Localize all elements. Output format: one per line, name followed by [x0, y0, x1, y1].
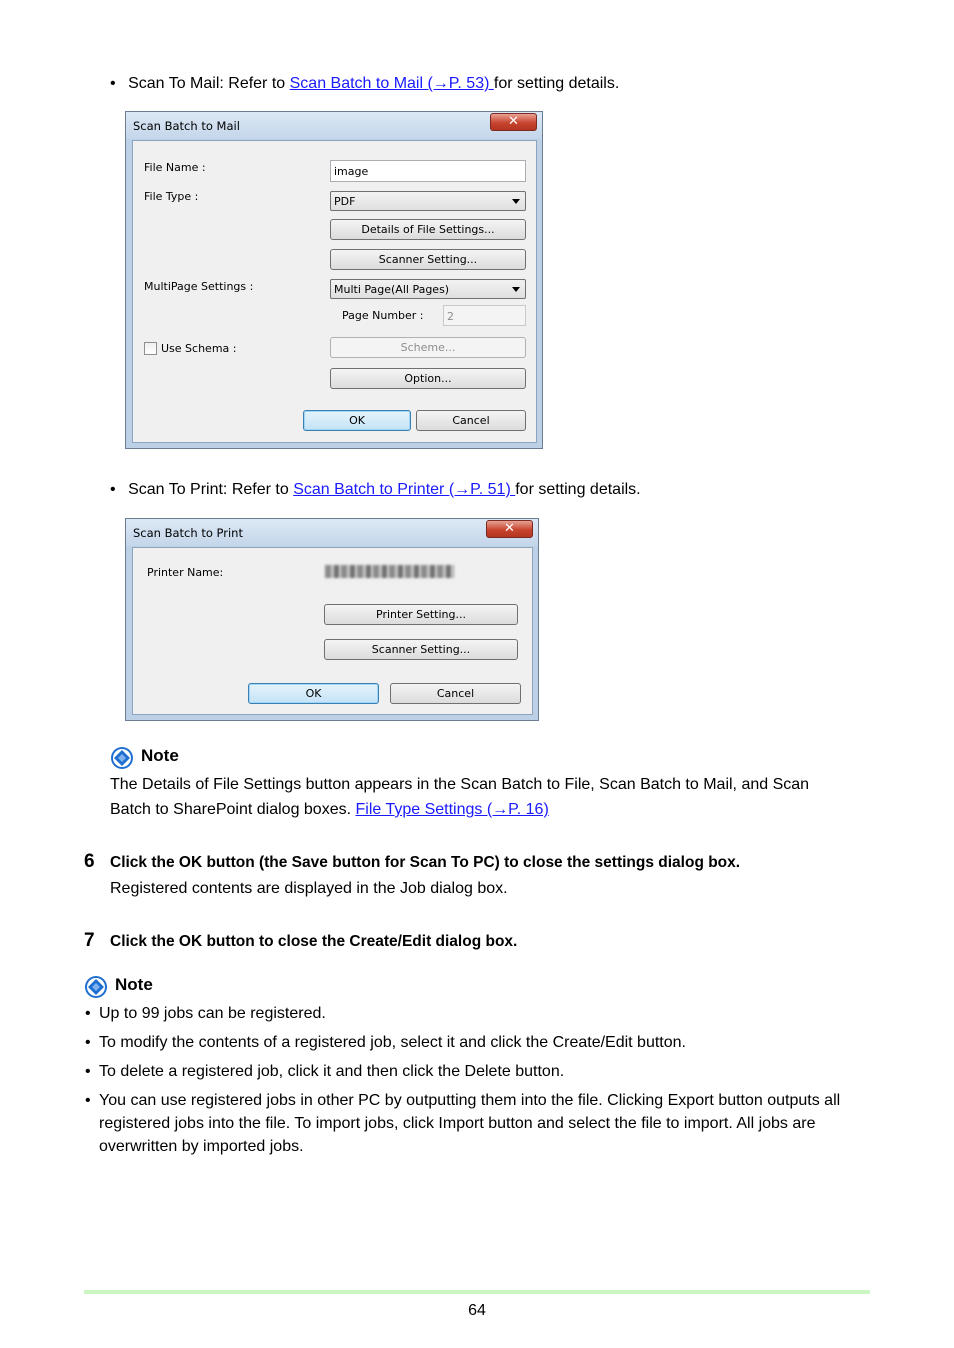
- chevron-down-icon: [512, 287, 520, 292]
- ok-button[interactable]: OK: [248, 683, 379, 704]
- page-number-label: Page Number :: [342, 309, 424, 322]
- mail-intro: [110, 75, 619, 93]
- note-text: [110, 772, 910, 822]
- use-schema-label: Use Schema :: [161, 342, 237, 355]
- step-title: Click the OK button (the Save button for Scan To PC) to close the settings dialog box.: [110, 854, 741, 871]
- file-type-select[interactable]: [330, 191, 526, 211]
- multipage-value: Multi Page(All Pages): [334, 283, 450, 296]
- list-item: • Up to 99 jobs can be registered.: [85, 1005, 326, 1022]
- file-type-label: File Type :: [144, 190, 199, 203]
- page-number: 64: [468, 1302, 486, 1319]
- ok-button[interactable]: OK: [303, 410, 411, 431]
- chevron-down-icon: [512, 199, 520, 204]
- scanner-setting-button[interactable]: Scanner Setting...: [330, 249, 526, 270]
- scan-batch-to-printer-link[interactable]: Scan Batch to Printer (→P. 51): [293, 481, 516, 498]
- step-body: Registered contents are displayed in the Job dialog box.: [110, 880, 508, 897]
- dialog-client-area: [132, 547, 533, 715]
- multipage-settings-select[interactable]: [330, 279, 526, 299]
- bullet: •: [110, 75, 116, 92]
- cancel-button[interactable]: Cancel: [390, 683, 521, 704]
- note-heading: Note: [115, 975, 153, 994]
- multipage-settings-label: MultiPage Settings :: [144, 280, 254, 293]
- option-button[interactable]: Option...: [330, 368, 526, 389]
- file-name-label: File Name :: [144, 161, 206, 174]
- cancel-button[interactable]: Cancel: [416, 410, 526, 431]
- note-icon: [84, 975, 108, 999]
- file-type-settings-link[interactable]: File Type Settings (→P. 16): [355, 801, 549, 818]
- list-item-text: To delete a registered job, click it and then click the Delete button.: [99, 1063, 565, 1080]
- mail-intro-text: Scan To Mail: Refer to: [128, 75, 290, 92]
- print-intro-text: Scan To Print: Refer to: [128, 481, 294, 498]
- scan-batch-to-print-dialog: [125, 518, 539, 721]
- printer-name-value-blurred: [325, 565, 454, 578]
- list-item: • To delete a registered job, click it and then click the Delete button.: [85, 1063, 565, 1080]
- scanner-setting-button[interactable]: Scanner Setting...: [324, 639, 518, 660]
- note-text-line-2: Batch to SharePoint dialog boxes.: [110, 801, 356, 818]
- dialog-client-area: [132, 140, 537, 443]
- page-number-input[interactable]: 2: [443, 305, 526, 326]
- bullet: •: [110, 481, 116, 498]
- use-schema-checkbox[interactable]: [144, 342, 157, 355]
- dialog-title: Scan Batch to Mail: [133, 119, 240, 133]
- note-text-line-1: The Details of File Settings button appears in the Scan Batch to File, Scan Batch to Mail, and Scan: [110, 776, 810, 793]
- print-intro-after: for setting details.: [515, 481, 641, 498]
- list-item-text: Up to 99 jobs can be registered.: [99, 1005, 326, 1022]
- footer-rule: [84, 1290, 870, 1294]
- close-button[interactable]: ✕: [486, 520, 533, 538]
- details-of-file-settings-button[interactable]: Details of File Settings...: [330, 219, 526, 240]
- mail-intro-after: for setting details.: [493, 75, 620, 92]
- print-intro: [110, 481, 641, 499]
- step-title: Click the OK button to close the Create/Edit dialog box.: [110, 933, 518, 950]
- note-heading: Note: [141, 746, 179, 765]
- step-number: 7: [84, 930, 95, 951]
- note-icon: [110, 746, 134, 770]
- file-name-input[interactable]: image: [330, 160, 526, 182]
- step-number: 6: [84, 851, 95, 872]
- scheme-button[interactable]: Scheme...: [330, 337, 526, 358]
- dialog-title: Scan Batch to Print: [133, 526, 243, 540]
- list-item-text: To modify the contents of a registered job, select it and click the Create/Edit button.: [99, 1034, 686, 1051]
- list-item: • You can use registered jobs in other PC by outputting them into the file. Clicking Export button outputs all registered jobs into the file. To import jobs, click Import button and select the file to import. All jobs are overwritten by imported jobs.: [85, 1092, 841, 1155]
- printer-name-label: Printer Name:: [147, 566, 224, 579]
- scan-batch-to-mail-link[interactable]: Scan Batch to Mail (→P. 53): [289, 75, 494, 92]
- printer-setting-button[interactable]: Printer Setting...: [324, 604, 518, 625]
- list-item: • To modify the contents of a registered job, select it and click the Create/Edit button.: [85, 1034, 686, 1051]
- list-item-text: You can use registered jobs in other PC by outputting them into the file. Clicking Export button outputs all registered jobs into the file. To import jobs, click Import button and select the file to import. All jobs are overwritten by imported jobs.: [99, 1092, 841, 1155]
- close-button[interactable]: ✕: [490, 113, 537, 131]
- file-type-value: PDF: [334, 195, 356, 208]
- scan-batch-to-mail-dialog: [125, 111, 543, 449]
